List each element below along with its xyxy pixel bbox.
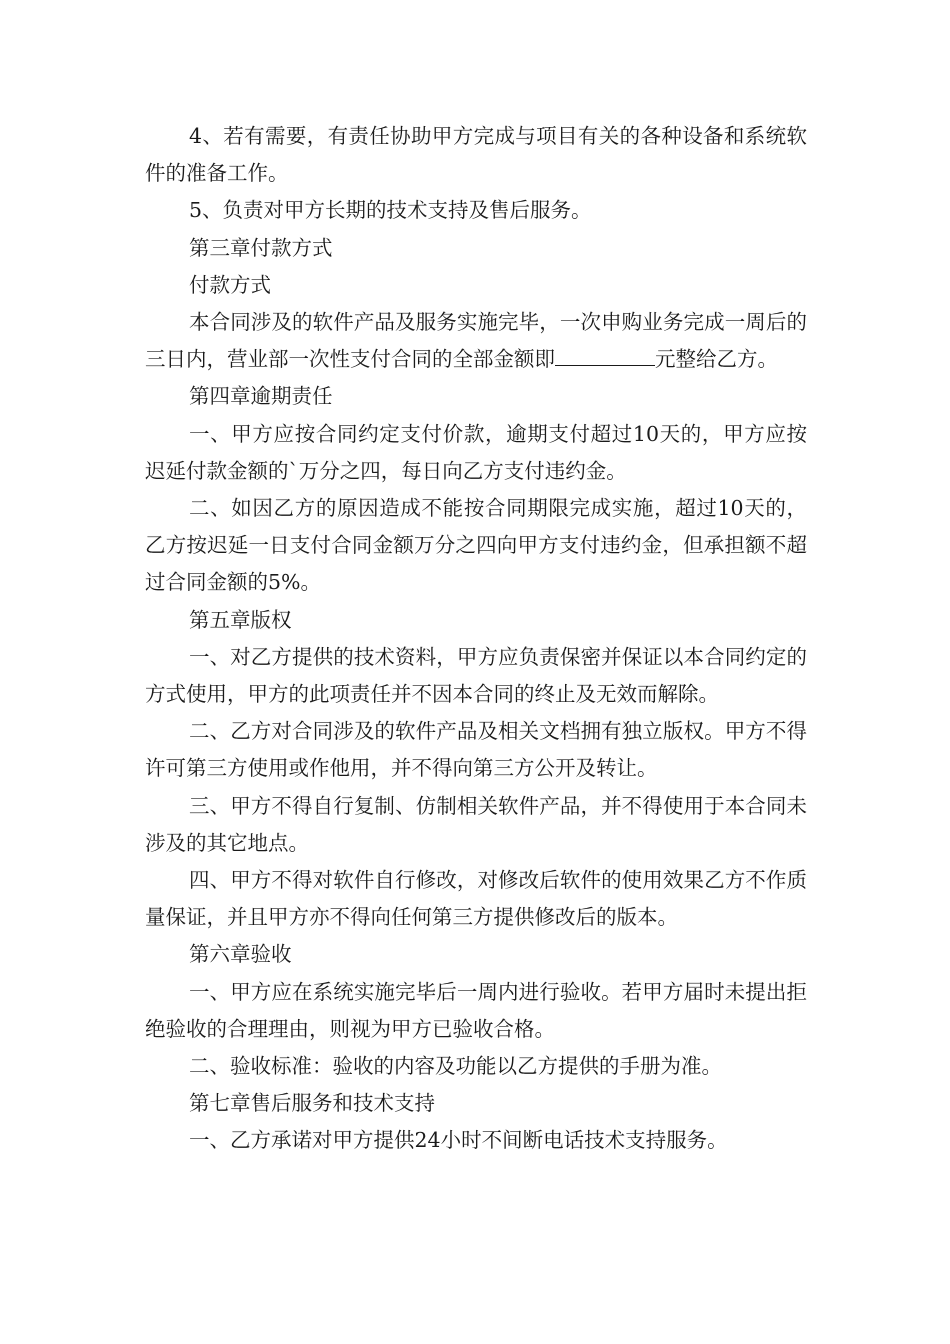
acceptance-clause-1: 一、甲方应在系统实施完毕后一周内进行验收。若甲方届时未提出拒绝验收的合理理由，则视为甲方已验收合格。 <box>145 979 807 1041</box>
payment-suffix: 元整给乙方。 <box>655 347 778 372</box>
document-page <box>145 118 807 1160</box>
paragraph-item-5: 5、负责对甲方长期的技术支持及售后服务。 <box>189 198 592 223</box>
paragraph-item-4: 4、若有需要，有责任协助甲方完成与项目有关的各种设备和系统软件的准备工作。 <box>145 124 807 186</box>
payment-subheading: 付款方式 <box>189 272 271 297</box>
copyright-clause-3: 三、甲方不得自行复制、仿制相关软件产品，并不得使用于本合同未涉及的其它地点。 <box>145 793 807 855</box>
overdue-clause-1: 一、甲方应按合同约定支付价款，逾期支付超过10天的，甲方应按迟延付款金额的`万分之四，每日向乙方支付违约金。 <box>145 421 807 483</box>
chapter-4-heading: 第四章逾期责任 <box>189 384 333 409</box>
copyright-clause-2: 二、乙方对合同涉及的软件产品及相关文档拥有独立版权。甲方不得许可第三方使用或作他用，并不得向第三方公开及转让。 <box>145 719 807 781</box>
chapter-6-heading: 第六章验收 <box>189 942 292 967</box>
chapter-3-heading: 第三章付款方式 <box>189 235 333 260</box>
chapter-7-heading: 第七章售后服务和技术支持 <box>189 1091 435 1116</box>
payment-paragraph <box>145 304 807 378</box>
copyright-clause-1: 一、对乙方提供的技术资料，甲方应负责保密并保证以本合同约定的方式使用，甲方的此项责任并不因本合同的终止及无效而解除。 <box>145 644 807 707</box>
service-clause-1: 一、乙方承诺对甲方提供24小时不间断电话技术支持服务。 <box>189 1128 728 1153</box>
amount-blank <box>555 343 655 366</box>
payment-text: 本合同涉及的软件产品及服务实施完毕，一次申购业务完成一周后的三日内，营业部一次性支付合同的全部金额即 <box>145 310 807 372</box>
acceptance-clause-2: 二、验收标准：验收的内容及功能以乙方提供的手册为准。 <box>189 1054 722 1079</box>
chapter-5-heading: 第五章版权 <box>189 607 292 632</box>
overdue-clause-2: 二、如因乙方的原因造成不能按合同期限完成实施，超过10天的，乙方按迟延一日支付合同金额万分之四向甲方支付违约金，但承担额不超过合同金额的5%。 <box>145 496 807 595</box>
copyright-clause-4: 四、甲方不得对软件自行修改，对修改后软件的使用效果乙方不作质量保证，并且甲方亦不得向任何第三方提供修改后的版本。 <box>145 868 807 930</box>
